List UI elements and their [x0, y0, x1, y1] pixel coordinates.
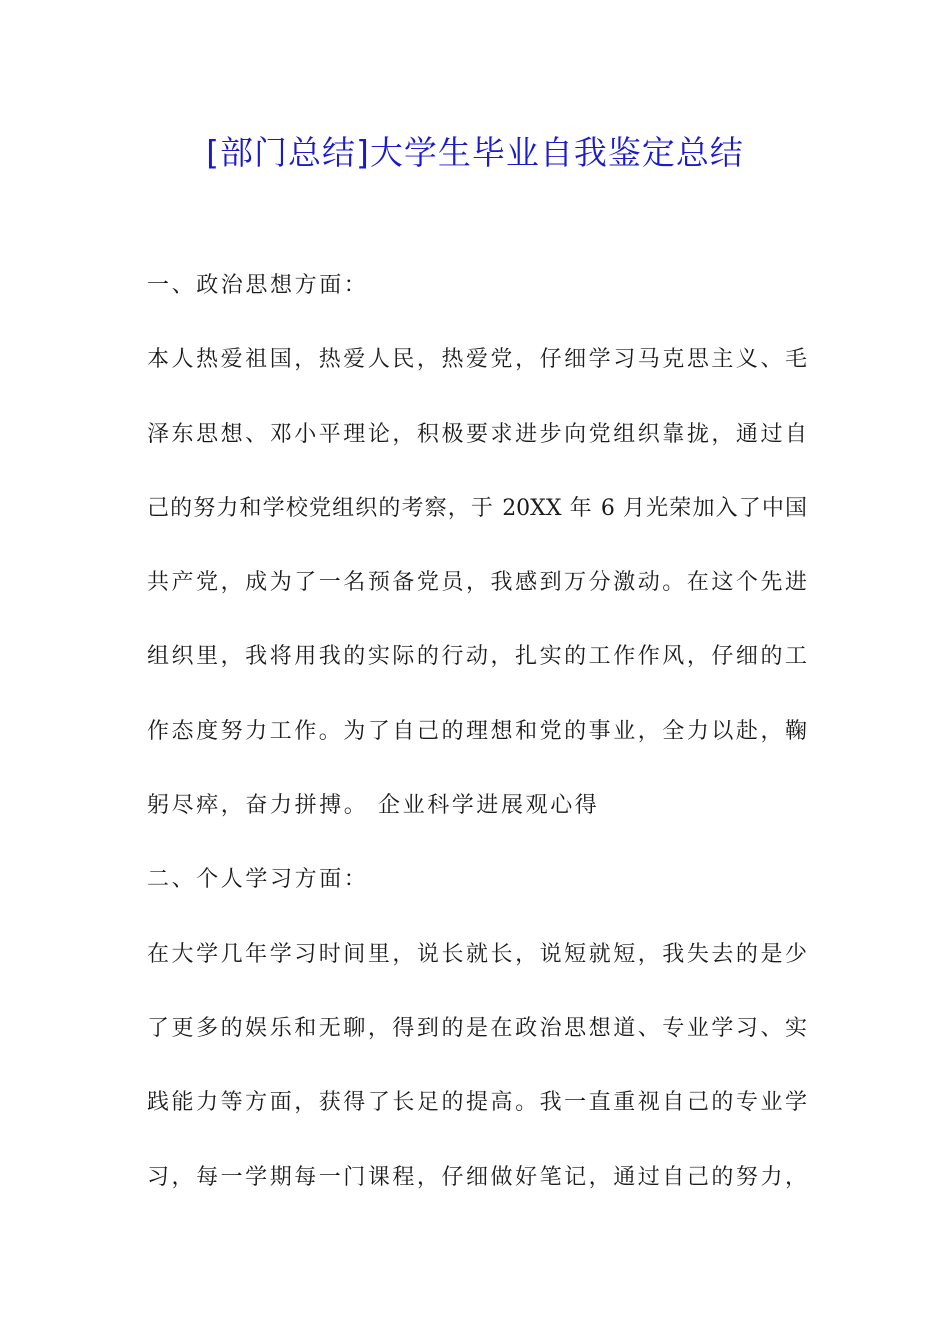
- document-body: [147, 263, 807, 1229]
- paragraph-line: 了更多的娱乐和无聊，得到的是在政治思想道、专业学习、实: [147, 1015, 807, 1041]
- paragraph-line: 作态度努力工作。为了自己的理想和党的事业，全力以赴，鞠: [147, 718, 807, 744]
- paragraph-line: 组织里，我将用我的实际的行动，扎实的工作作风，仔细的工: [147, 644, 807, 670]
- paragraph-line: 本人热爱祖国，热爱人民，热爱党，仔细学习马克思主义、毛: [147, 347, 807, 373]
- section-heading-political: 一、政治思想方面：: [147, 273, 369, 298]
- paragraph-line: 泽东思想、邓小平理论，积极要求进步向党组织靠拢，通过自: [147, 421, 807, 447]
- paragraph-line: 己的努力和学校党组织的考察，于 20XX 年 6 月光荣加入了中国: [147, 495, 807, 521]
- paragraph-line: 践能力等方面，获得了长足的提高。我一直重视自己的专业学: [147, 1090, 807, 1116]
- paragraph-line: 在大学几年学习时间里，说长就长，说短就短，我失去的是少: [147, 941, 807, 967]
- document-title: [部门总结]大学生毕业自我鉴定总结: [206, 133, 744, 172]
- paragraph-line: 共产党，成为了一名预备党员，我感到万分激动。在这个先进: [147, 570, 807, 596]
- section-heading-study: 二、个人学习方面：: [147, 867, 369, 893]
- paragraph-line: 习，每一学期每一门课程，仔细做好笔记，通过自己的努力，: [147, 1164, 807, 1190]
- paragraph-line: 躬尽瘁，奋力拼搏。 企业科学进展观心得: [147, 793, 600, 819]
